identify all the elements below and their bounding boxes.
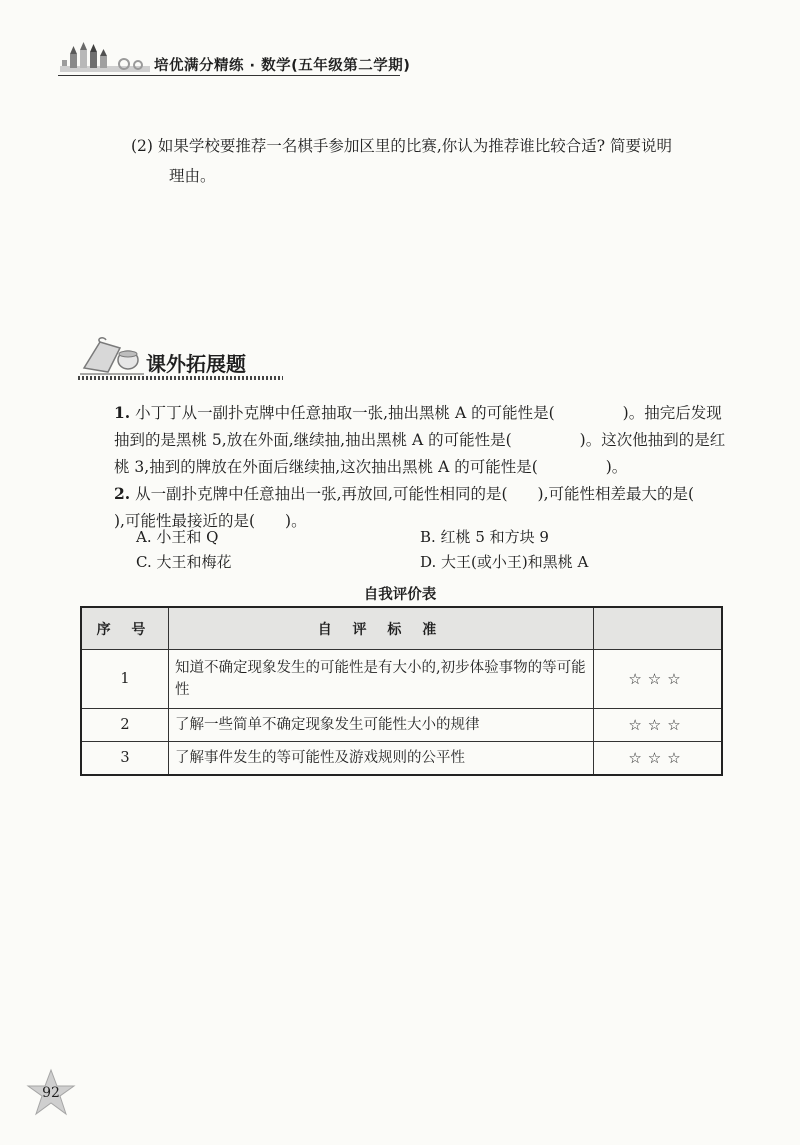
problem-1 <box>82 399 726 481</box>
header-divider <box>58 75 400 76</box>
problem-1-number: 1. <box>114 403 131 422</box>
star-rating[interactable]: ☆☆☆ <box>594 742 723 776</box>
problem-1-text-d: )。 <box>605 458 628 476</box>
option-d: D. 大王(或小王)和黑桃 A <box>420 553 589 571</box>
star-rating[interactable]: ☆☆☆ <box>594 650 723 709</box>
evaluation-table-title: 自我评价表 <box>363 587 437 603</box>
problem-2-text-c: ),可能性最接近的是( <box>114 512 256 530</box>
section-title: 课外拓展题 <box>146 352 246 376</box>
option-c: C. 大王和梅花 <box>136 553 232 571</box>
header-title: 培优满分精练 · 数学(五年级第二学期) <box>154 58 411 74</box>
self-evaluation-table <box>80 606 723 776</box>
row-number: 1 <box>81 650 169 709</box>
row-criterion: 了解一些简单不确定现象发生可能性大小的规律 <box>169 709 594 742</box>
problem-1-text-c: )。这次他抽到的是红桃 3,抽到的牌放在外面后继续抽,这次抽出黑桃 A 的可能性是( <box>114 431 726 476</box>
question-2 <box>131 131 731 191</box>
page-number-badge <box>26 1068 76 1118</box>
table-row <box>81 742 722 776</box>
problem-1-text-b: )。抽完后发现抽到的是黑桃 5,放在外面,继续抽,抽出黑桃 A 的可能性是( <box>114 404 722 449</box>
table-header-row <box>81 607 722 650</box>
star-rating[interactable]: ☆☆☆ <box>594 709 723 742</box>
header-rating <box>594 607 723 650</box>
option-b: B. 红桃 5 和方块 9 <box>420 528 549 546</box>
question-2-line1: (2) 如果学校要推荐一名棋手参加区里的比赛,你认为推荐谁比较合适? 简要说明 <box>131 137 673 155</box>
question-2-line2: 理由。 <box>169 167 216 185</box>
problem-1-text-a: 小丁丁从一副扑克牌中任意抽取一张,抽出黑桃 A 的可能性是( <box>135 404 555 422</box>
section-underline <box>78 376 283 380</box>
header-criterion: 自 评 标 准 <box>169 607 594 650</box>
table-row <box>81 650 722 709</box>
problem-2-text-d: )。 <box>285 512 307 530</box>
section-heading <box>78 334 288 384</box>
header-number: 序 号 <box>81 607 169 650</box>
row-criterion: 了解事件发生的等可能性及游戏规则的公平性 <box>169 742 594 776</box>
problem-2-number: 2. <box>114 484 131 503</box>
row-criterion: 知道不确定现象发生的可能性是有大小的,初步体验事物的等可能性 <box>169 650 594 709</box>
page-number: 92 <box>42 1085 60 1101</box>
scroll-and-cup-icon <box>78 334 148 378</box>
row-number: 3 <box>81 742 169 776</box>
option-a: A. 小王和 Q <box>136 528 219 546</box>
problem-2-text-a: 从一副扑克牌中任意抽出一张,再放回,可能性相同的是( <box>135 485 508 503</box>
pencils-decoration-icon <box>58 40 153 76</box>
page-header <box>58 40 411 82</box>
table-row <box>81 709 722 742</box>
row-number: 2 <box>81 709 169 742</box>
problem-2-text-b: ),可能性相差最大的是( <box>537 485 695 503</box>
